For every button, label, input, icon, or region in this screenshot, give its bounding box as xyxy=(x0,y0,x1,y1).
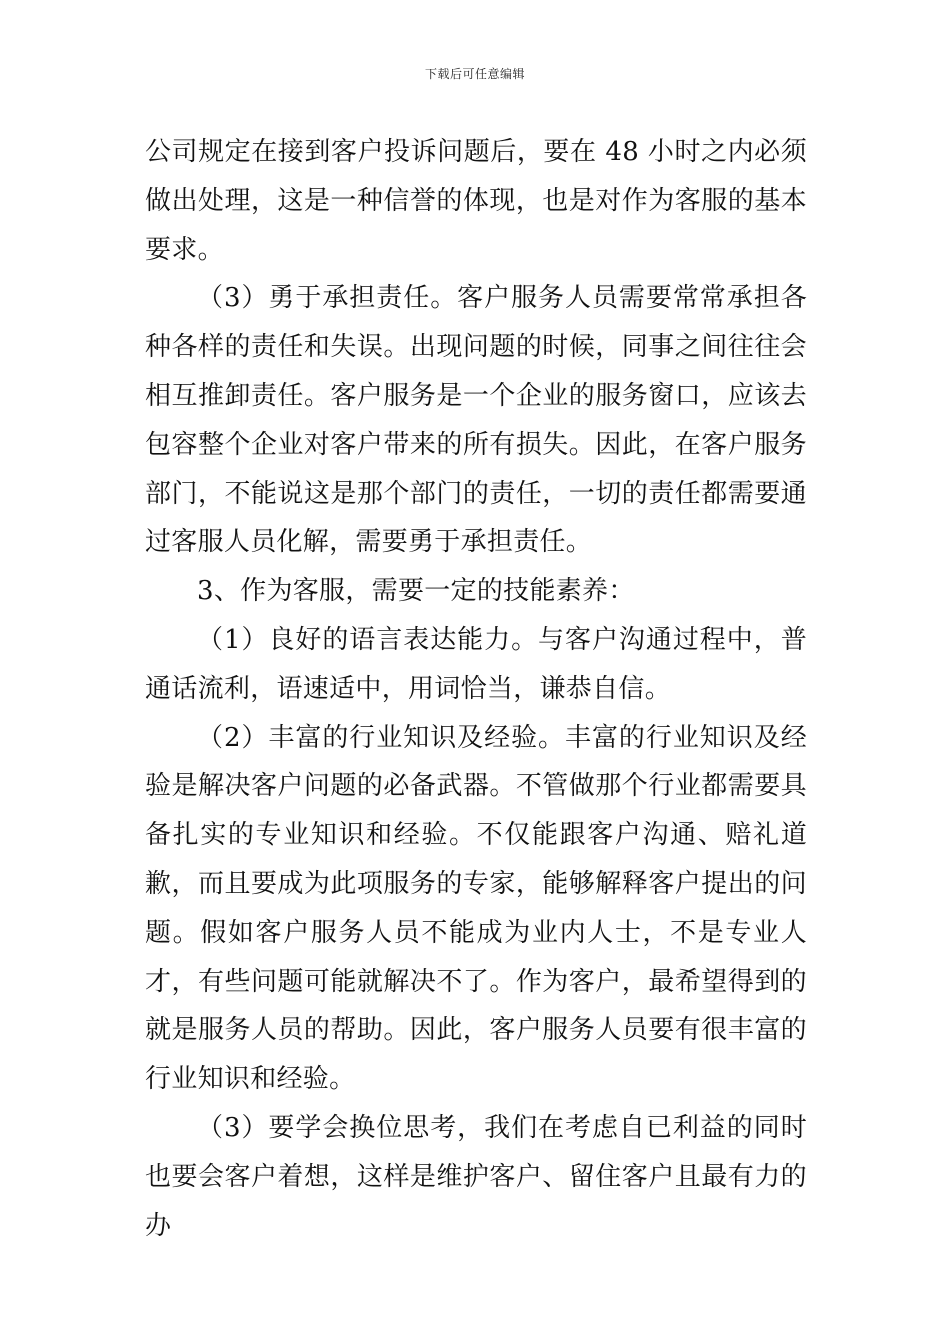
page-header: 下载后可任意编辑 xyxy=(424,67,525,81)
paragraph-language-ability: （1）良好的语言表达能力。与客户沟通过程中，普通话流利，语速适中，用词恰当，谦恭自信。 xyxy=(145,624,807,704)
paragraph-industry-knowledge: （2）丰富的行业知识及经验。丰富的行业知识及经验是解决客户问题的必备武器。不管做那个行业都需要具备扎实的专业知识和经验。不仅能跟客户沟通、赔礼道歉，而且要成为此项服务的专家，能够解释客户提出的问题。假如客户服务人员不能成为业内人士，不是专业人才，有些问题可能就解决不了。作为客户，最希望得到的就是服务人员的帮助。因此，客户服务人员要有很丰富的行业知识和经验。 xyxy=(145,722,807,1095)
paragraph-empathy: （3）要学会换位思考，我们在考虑自已利益的同时也要会客户着想，这样是维护客户、留住客户且最有力的办 xyxy=(145,1112,807,1241)
document-body xyxy=(145,128,807,1250)
section-heading-skills: 3、作为客服，需要一定的技能素养： xyxy=(197,576,635,607)
paragraph-responsibility: （3）勇于承担责任。客户服务人员需要常常承担各种各样的责任和失误。出现问题的时候，同事之间往往会相互推卸责任。客户服务是一个企业的服务窗口，应该去包容整个企业对客户带来的所有损失。因此，在客户服务部门，不能说这是那个部门的责任，一切的责任都需要通过客服人员化解，需要勇于承担责任。 xyxy=(145,283,807,558)
paragraph-continuation: 公司规定在接到客户投诉问题后，要在 48 小时之内必须做出处理，这是一种信誉的体现，也是对作为客服的基本要求。 xyxy=(145,137,807,265)
